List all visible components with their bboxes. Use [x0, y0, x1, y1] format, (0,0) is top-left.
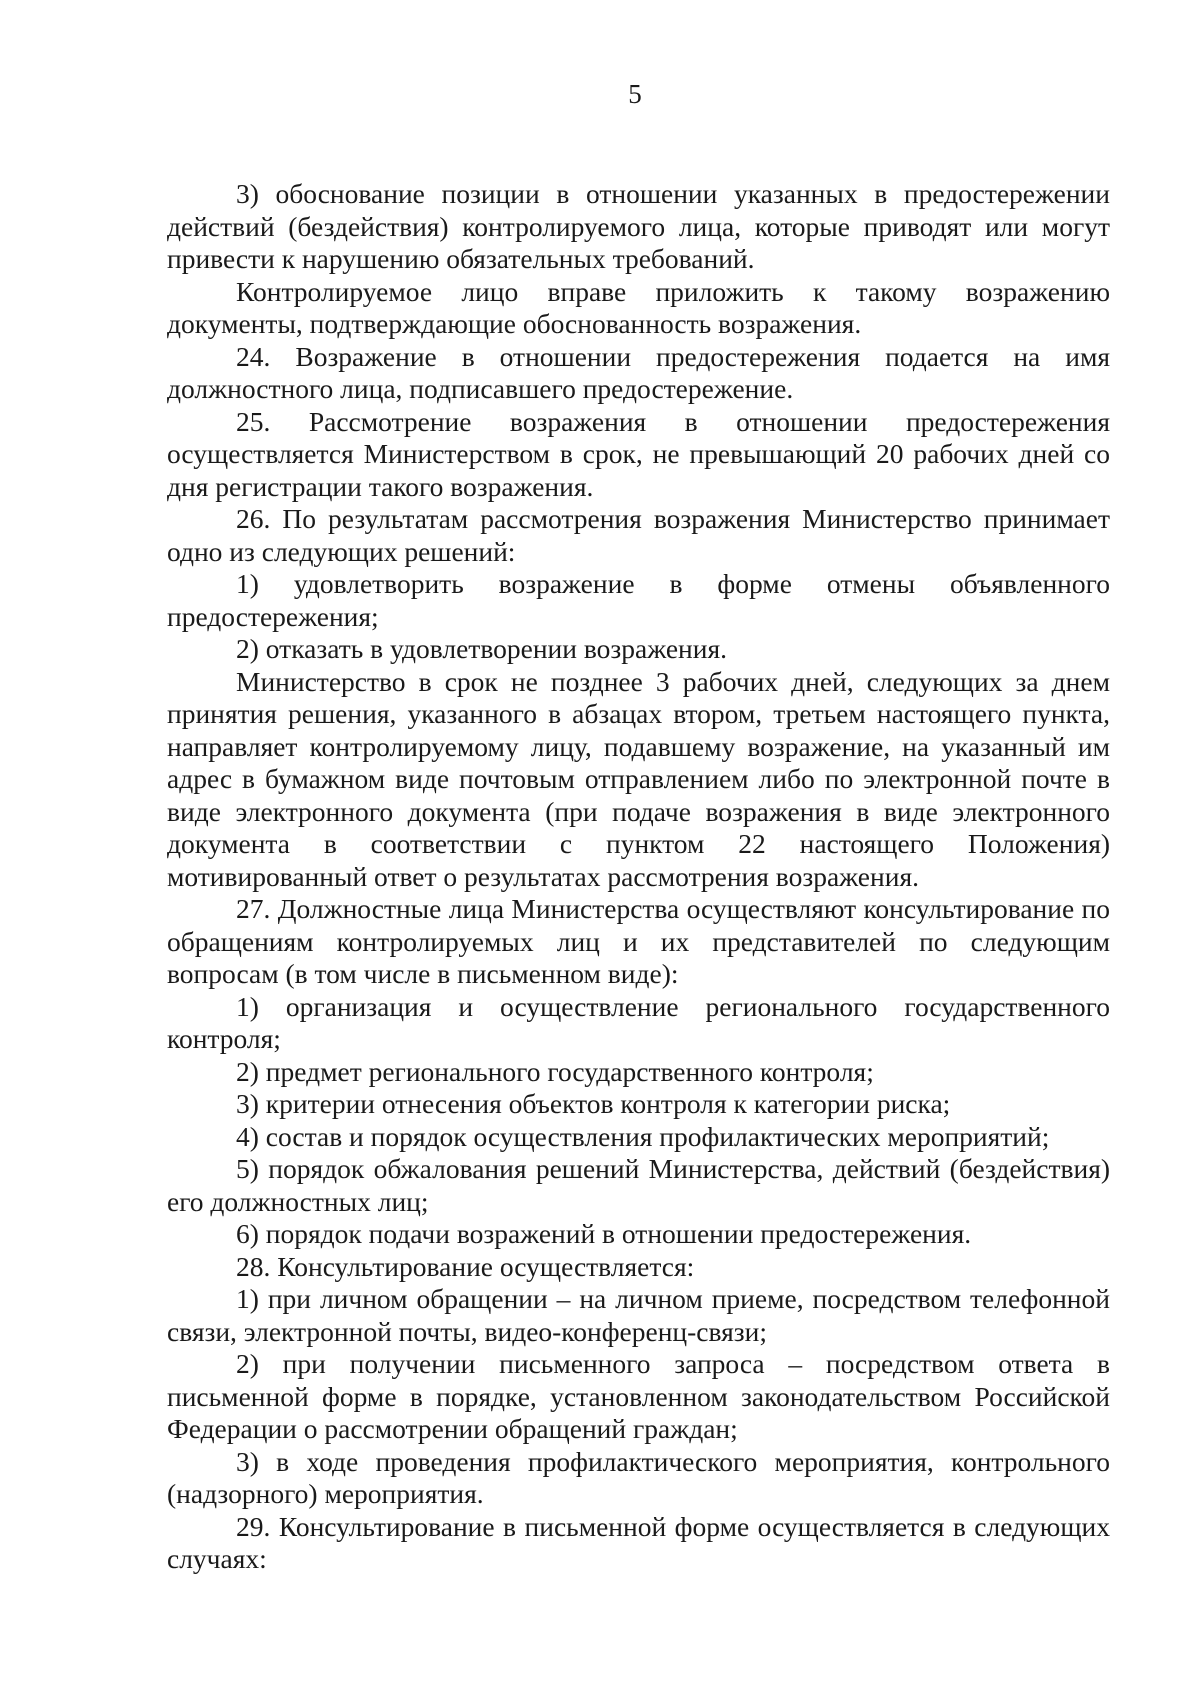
paragraph: 24. Возражение в отношении предостережения подается на имя должностного лица, подписавшего предостережение. — [167, 340, 1110, 404]
paragraph: 26. По результатам рассмотрения возражения Министерство принимает одно из следующих решений: — [167, 503, 1110, 567]
paragraph: Министерство в срок не позднее 3 рабочих дней, следующих за днем принятия решения, указанного в абзацах втором, третьем настоящего пункта, направляет контролируемому лицу, подавшему возражение, на указанный им адрес в бумажном виде почтовым отправлением либо по электронной почте в виде электронного документа (при подаче возражения в виде электронного документа в соответствии с пунктом 22 настоящего Положения) мотивированный ответ о результатах рассмотрения возражения. — [167, 665, 1110, 892]
paragraph: 1) при личном обращении – на личном приеме, посредством телефонной связи, электронной почты, видео-конференц-связи; — [167, 1283, 1110, 1347]
paragraph: 3) критерии отнесения объектов контроля к категории риска; — [236, 1088, 951, 1119]
paragraph: 3) в ходе проведения профилактического мероприятия, контрольного (надзорного) мероприятия. — [167, 1445, 1110, 1509]
paragraph: 2) при получении письменного запроса – посредством ответа в письменной форме в порядке, установленном законодательством Российской Федерации о рассмотрении обращений граждан; — [167, 1348, 1110, 1444]
paragraph: 1) удовлетворить возражение в форме отмены объявленного предостережения; — [167, 568, 1110, 632]
paragraph: 29. Консультирование в письменной форме осуществляется в следующих случаях: — [167, 1510, 1110, 1574]
paragraph: 3) обоснование позиции в отношении указанных в предостережении действий (бездействия) контролируемого лица, которые приводят или могут привести к нарушению обязательных требований. — [167, 178, 1110, 274]
paragraph: 4) состав и порядок осуществления профилактических мероприятий; — [236, 1120, 1050, 1152]
paragraph: 6) порядок подачи возражений в отношении предостережения. — [236, 1218, 972, 1249]
document-body — [167, 178, 1110, 1576]
paragraph: 5) порядок обжалования решений Министерства, действий (бездействия) его должностных лиц; — [167, 1153, 1110, 1217]
paragraph: 2) отказать в удовлетворении возражения. — [236, 633, 728, 664]
paragraph: 25. Рассмотрение возражения в отношении предостережения осуществляется Министерством в срок, не превышающий 20 рабочих дней со дня регистрации такого возражения. — [167, 405, 1110, 502]
paragraph: 2) предмет регионального государственного контроля; — [236, 1055, 874, 1087]
paragraph: 1) организация и осуществление регионального государственного контроля; — [167, 990, 1110, 1054]
paragraph: 27. Должностные лица Министерства осуществляют консультирование по обращениям контролируемых лиц и их представителей по следующим вопросам (в том числе в письменном виде): — [167, 893, 1110, 989]
page-number: 5 — [628, 79, 642, 109]
paragraph: Контролируемое лицо вправе приложить к такому возражению документы, подтверждающие обоснованность возражения. — [167, 275, 1110, 339]
paragraph: 28. Консультирование осуществляется: — [236, 1250, 695, 1282]
